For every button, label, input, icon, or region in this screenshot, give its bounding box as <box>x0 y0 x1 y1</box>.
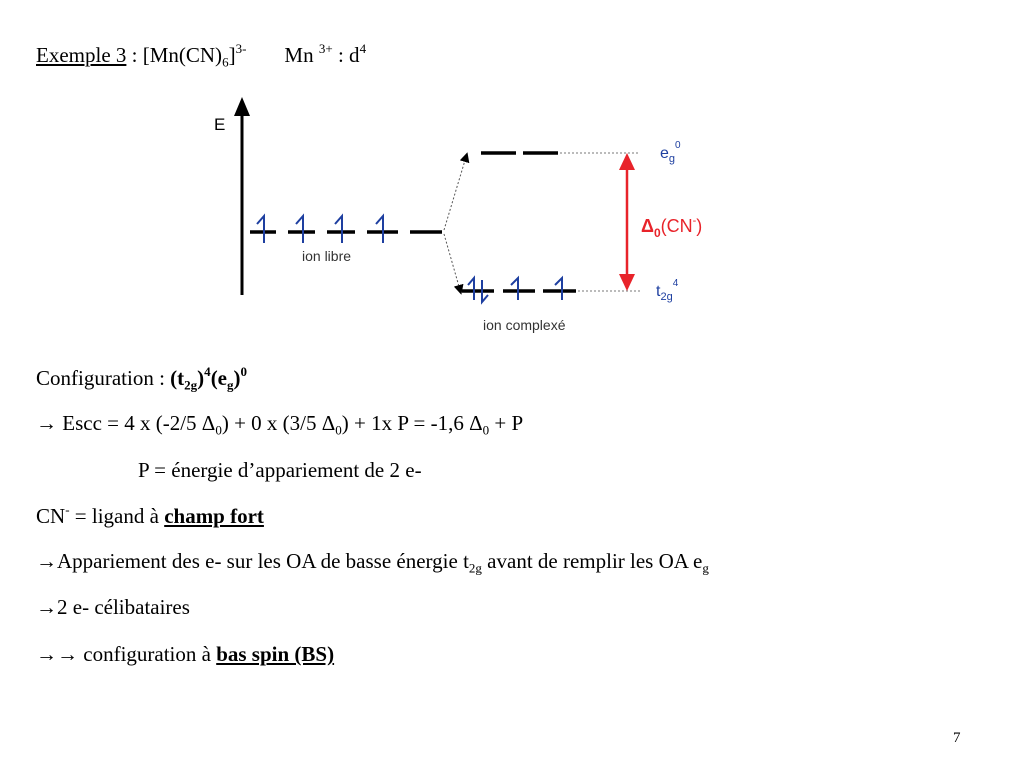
arrow-icon: → <box>36 549 57 573</box>
t2g-label: $t_{2g}^4$ <box>656 278 679 303</box>
arrow-icon: → <box>36 595 57 619</box>
eg-label: $e_g^0$ <box>660 140 681 165</box>
slide-title: Exemple 3 : $[Mn(CN)_6]^{3-}$ Mn $^{3+}$ : $d^4$ <box>36 40 367 70</box>
delta-arrow-top <box>619 153 635 170</box>
ligand-line: CN- = ligand à champ fort <box>36 501 264 528</box>
configuration-line: Configuration : $(t_{2g})^4(e_g)^0$ <box>36 363 248 393</box>
energy-axis-label: E <box>214 115 226 134</box>
strong-field-label: champ fort <box>164 504 264 528</box>
arrow-icon: → <box>36 411 57 435</box>
crystal-field-diagram <box>0 0 1024 360</box>
delta-label: $\Delta_0(CN^-)$ <box>641 215 703 240</box>
pairing-energy-definition: P = énergie d’appariement de 2 e- <box>138 458 422 482</box>
metal-ion: Mn <box>284 43 319 67</box>
split-down-arrow <box>444 234 460 290</box>
complex-ion-label: ion complexé <box>483 317 566 333</box>
page-number: 7 <box>953 730 961 746</box>
configuration-formula: $(t_{2g})^4(e_g)^0$ <box>170 363 248 393</box>
escc-line: → Escc = 4 x (-2/5 $\Delta_0) + 0$ x (3/5 $\Delta_0) + 1x$ P = -1,6 $\Delta_0 + P$ <box>36 411 524 438</box>
example-label: Exemple 3 <box>36 43 127 67</box>
pairing-line: →Appariement des e- sur les OA de basse énergie $t_{2g}$ avant de remplir les OA $e_g$ <box>36 549 709 576</box>
free-ion-label: ion libre <box>302 248 352 264</box>
split-up-arrow <box>444 157 466 230</box>
unpaired-line: →2 e- célibataires <box>36 595 190 619</box>
delta-arrow-bottom <box>619 274 635 291</box>
free-ion-electrons <box>257 216 383 243</box>
energy-axis-arrowhead <box>234 97 250 116</box>
conclusion-line: →→ configuration à bas spin (BS) <box>36 642 335 666</box>
low-spin-label: bas spin (BS) <box>216 642 335 666</box>
double-arrow-icon: →→ <box>36 642 78 666</box>
